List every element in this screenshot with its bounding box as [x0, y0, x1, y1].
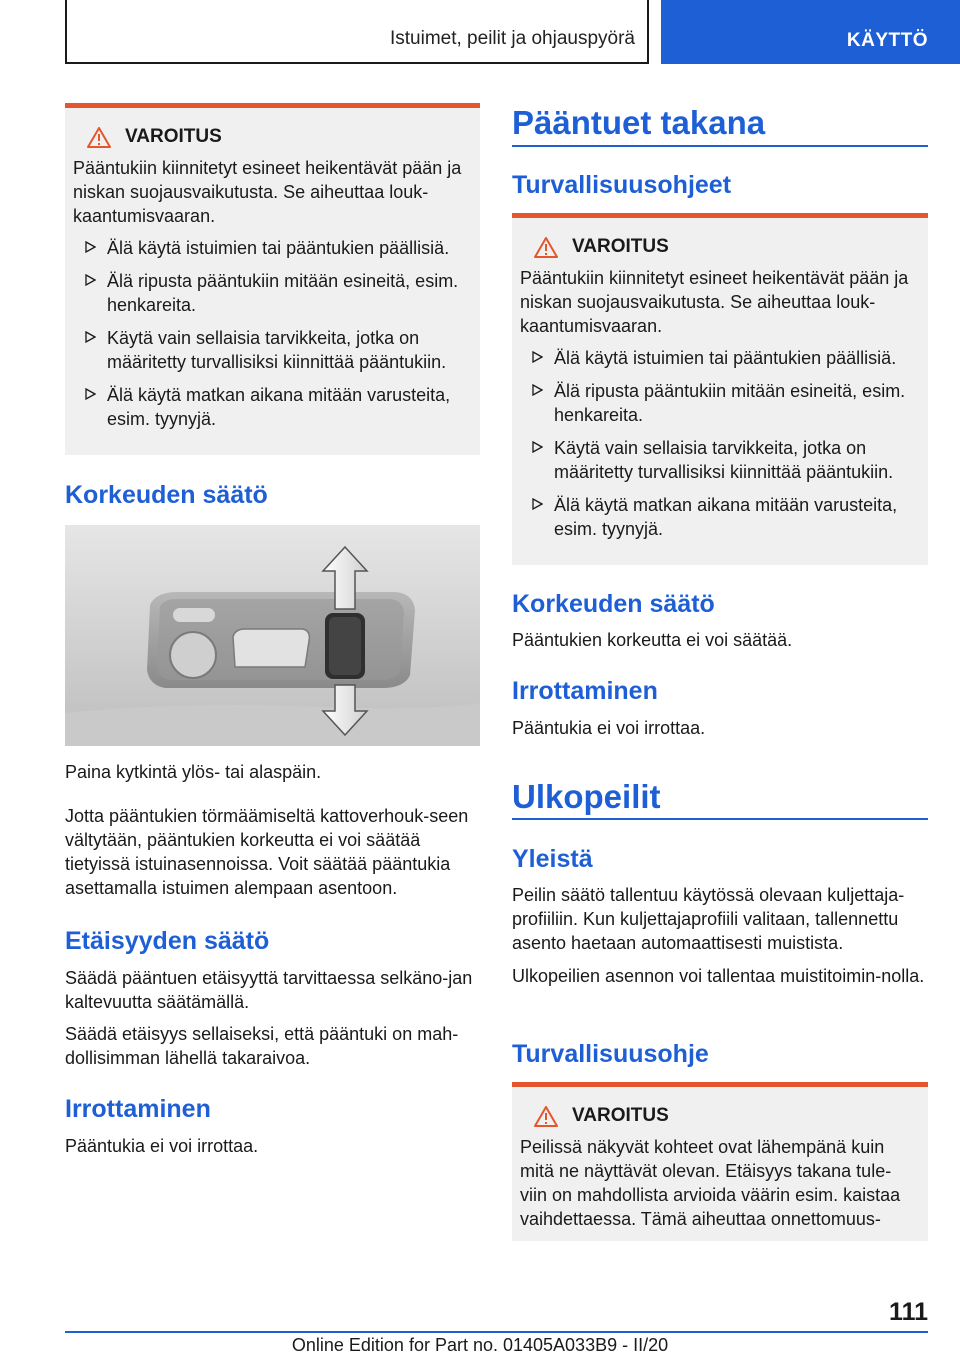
mirrors-title: Ulkopeilit	[512, 778, 661, 815]
warning-box	[512, 213, 928, 565]
list-item: Älä käytä istuimien tai pääntukien päällisiä.	[73, 236, 466, 260]
headrest-switch-illustration	[65, 525, 480, 746]
bullet-triangle-icon	[532, 441, 543, 453]
warning-triangle-icon	[534, 1106, 558, 1127]
height-heading: Korkeuden säätö	[512, 590, 715, 618]
footer-rule	[65, 1331, 928, 1333]
page-number: 111	[889, 1298, 928, 1326]
height-heading: Korkeuden säätö	[65, 481, 268, 509]
mirrors-rule	[512, 818, 928, 820]
chapter-title: Istuimet, peilit ja ohjauspyörä	[389, 28, 635, 49]
height-text: Jotta pääntukien törmäämiseltä kattoverhouk‐seen vältytään, pääntukien korkeutta ei voi säätää tietyissä istuinasennoissa. Voit säätää pääntukia asettamalla istuimen alempaan asentoon.	[65, 806, 469, 898]
removal-heading: Irrottaminen	[512, 677, 658, 705]
edition-text: Online Edition for Part no. 01405A033B9 - II/20	[291, 1335, 669, 1355]
distance-heading: Etäisyyden säätö	[65, 927, 270, 955]
bullet-triangle-icon	[532, 498, 543, 510]
photo-caption: Paina kytkintä ylös- tai alaspäin.	[65, 762, 322, 782]
bullet-triangle-icon	[85, 331, 96, 343]
bullet-triangle-icon	[532, 351, 543, 363]
general-text-2: Ulkopeilien asennon voi tallentaa muistitoimin‐nolla.	[512, 966, 925, 986]
warning-text: Peilissä näkyvät kohteet ovat lähempänä kuin mitä ne näyttävät olevan. Etäisyys takana tule‐viin on mahdollista arvioida väärin esim. kaistaa vaihdettaessa. Tämä aiheuttaa onnettomuus-	[520, 1137, 901, 1229]
general-text-1: Peilin säätö tallentuu käytössä olevaan kuljettaja‐profiiliin. Kun kuljettajaprofiili valitaan, tallennettu asento haetaan automaattisesti muistista.	[512, 885, 905, 953]
list-item: Älä käytä matkan aikana mitään varusteita, esim. tyynyjä.	[520, 493, 914, 541]
chapter-header	[65, 0, 649, 64]
warning-box	[512, 1082, 928, 1241]
section-tab-label: KÄYTTÖ	[846, 30, 928, 51]
warning-list	[520, 346, 914, 541]
rear-headrests-title: Pääntuet takana	[512, 104, 766, 141]
list-item: Käytä vain sellaisia tarvikkeita, jotka on määritetty turvallisiksi kiinnittää pääntukiin.	[73, 326, 466, 374]
bullet-triangle-icon	[85, 274, 96, 286]
removal-text: Pääntukia ei voi irrottaa.	[512, 718, 706, 738]
distance-text-2: Säädä etäisyys sellaiseksi, että pääntuki on mah‐dollisimman lähellä takaraivoa.	[65, 1024, 459, 1068]
title-rule	[512, 145, 928, 147]
bullet-triangle-icon	[85, 388, 96, 400]
safety-heading: Turvallisuusohjeet	[512, 171, 732, 199]
safety2-heading: Turvallisuusohje	[512, 1040, 709, 1068]
list-item: Käytä vain sellaisia tarvikkeita, jotka on määritetty turvallisiksi kiinnittää pääntukiin.	[520, 436, 914, 484]
removal-heading: Irrottaminen	[65, 1095, 211, 1123]
list-item: Älä ripusta pääntukiin mitään esineitä, esim. henkareita.	[73, 269, 466, 317]
list-item: Älä ripusta pääntukiin mitään esineitä, esim. henkareita.	[520, 379, 914, 427]
distance-text-1: Säädä pääntuen etäisyyttä tarvittaessa selkäno‐jan kaltevuutta säätämällä.	[65, 968, 473, 1012]
warning-title: VAROITUS	[572, 236, 669, 257]
warning-header	[87, 126, 466, 148]
warning-box	[65, 103, 480, 455]
height-text: Pääntukien korkeutta ei voi säätää.	[512, 630, 793, 650]
list-item: Älä käytä istuimien tai pääntukien päällisiä.	[520, 346, 914, 370]
list-item: Älä käytä matkan aikana mitään varusteita, esim. tyynyjä.	[73, 383, 466, 431]
general-heading: Yleistä	[512, 845, 593, 873]
warning-header	[534, 1105, 914, 1127]
section-tab	[661, 0, 960, 64]
removal-text: Pääntukia ei voi irrottaa.	[65, 1136, 259, 1156]
warning-text: Pääntukiin kiinnitetyt esineet heikentävät pään ja niskan suojausvaikutusta. Se aiheuttaa louk‐kaantumisvaaran.	[520, 268, 909, 336]
warning-triangle-icon	[87, 127, 111, 148]
bullet-triangle-icon	[532, 384, 543, 396]
warning-list	[73, 236, 466, 431]
bullet-triangle-icon	[85, 241, 96, 253]
warning-title: VAROITUS	[125, 126, 222, 147]
headrest-control-photo	[65, 525, 480, 746]
warning-header	[534, 236, 914, 258]
warning-triangle-icon	[534, 237, 558, 258]
warning-title: VAROITUS	[572, 1105, 669, 1126]
warning-text: Pääntukiin kiinnitetyt esineet heikentävät pään ja niskan suojausvaikutusta. Se aiheuttaa louk‐kaantumisvaaran.	[73, 158, 462, 226]
